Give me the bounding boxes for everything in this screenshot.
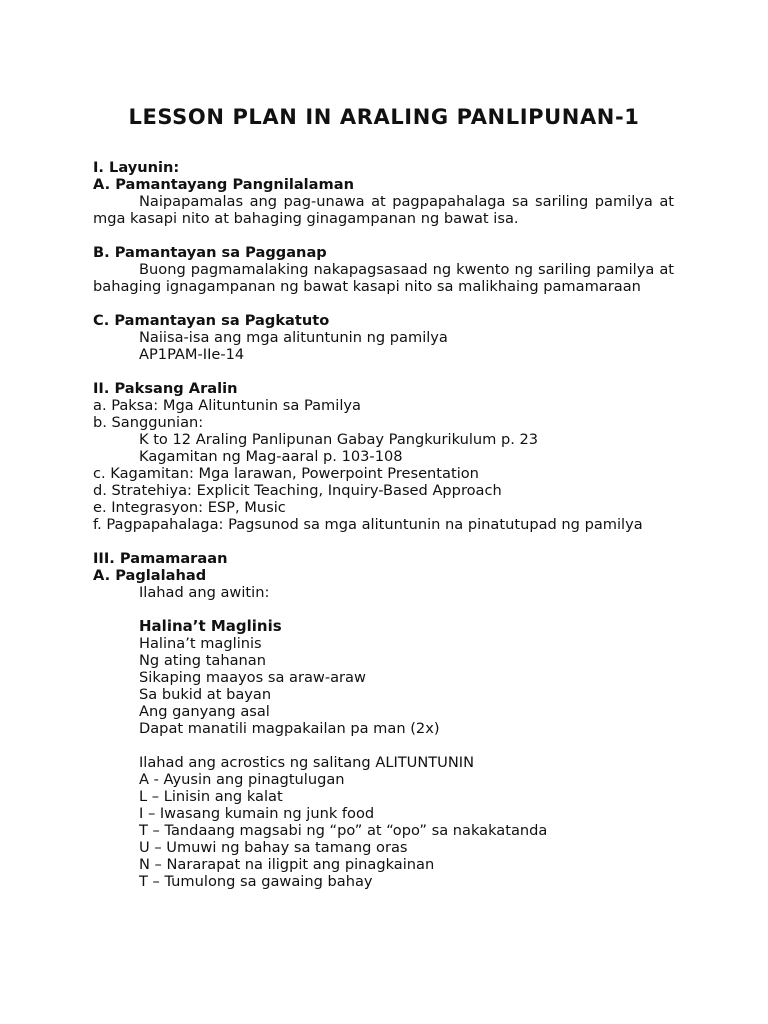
acrostic-item: L – Linisin ang kalat bbox=[139, 788, 283, 805]
acrostic-item: A - Ayusin ang pinagtulugan bbox=[139, 771, 345, 788]
sanggunian-ref-2: Kagamitan ng Mag-aaral p. 103-108 bbox=[139, 448, 403, 465]
acrostic-intro: Ilahad ang acrostics ng salitang ALITUNTUNIN bbox=[139, 754, 475, 771]
acrostic-item: T – Tandaang magsabi ng “po” at “opo” sa nakakatanda bbox=[139, 822, 548, 839]
song-line: Dapat manatili magpakailan pa man (2x) bbox=[139, 720, 440, 737]
subheading-pamantayan-sa-pagkatuto: C. Pamantayan sa Pagkatuto bbox=[93, 312, 330, 329]
document-title: LESSON PLAN IN ARALING PANLIPUNAN-1 bbox=[128, 105, 640, 129]
section-heading-layunin: I. Layunin: bbox=[93, 159, 180, 176]
pagkatuto-code: AP1PAM-IIe-14 bbox=[139, 346, 245, 363]
song-intro: Ilahad ang awitin: bbox=[139, 584, 270, 601]
integrasyon-line: e. Integrasyon: ESP, Music bbox=[93, 499, 286, 516]
stratehiya-line: d. Stratehiya: Explicit Teaching, Inquiry-Based Approach bbox=[93, 482, 502, 499]
sanggunian-ref-1: K to 12 Araling Panlipunan Gabay Pangkurikulum p. 23 bbox=[139, 431, 539, 448]
acrostic-item: I – Iwasang kumain ng junk food bbox=[139, 805, 375, 822]
pagpapahalaga-line: f. Pagpapahalaga: Pagsunod sa mga alituntunin na pinatutupad ng pamilya bbox=[93, 516, 643, 533]
document-body bbox=[93, 159, 674, 890]
paragraph-pagganap-text: Buong pagmamalaking nakapagsasaad ng kwento ng sariling pamilya at bahaging ignagampanan ng bawat kasapi nito sa malikhaing pamamaraan bbox=[93, 261, 674, 295]
paragraph-pangnilalaman-text: Naipapamalas ang pag-unawa at pagpapahalaga sa sariling pamilya at mga kasapi nito at bahaging ginagampanan ng bawat isa. bbox=[93, 193, 674, 227]
paragraph-pangnilalaman bbox=[93, 193, 674, 227]
subheading-pamantayang-pangnilalaman: A. Pamantayang Pangnilalaman bbox=[93, 176, 354, 193]
song-line: Ng ating tahanan bbox=[139, 652, 266, 669]
acrostic-item: N – Nararapat na iligpit ang pinagkainan bbox=[139, 856, 435, 873]
acrostic-item: T – Tumulong sa gawaing bahay bbox=[139, 873, 373, 890]
pagkatuto-line: Naiisa-isa ang mga alituntunin ng pamilya bbox=[139, 329, 448, 346]
song-title: Halina’t Maglinis bbox=[139, 617, 282, 635]
subheading-pamantayan-sa-pagganap: B. Pamantayan sa Pagganap bbox=[93, 244, 327, 261]
song-line: Ang ganyang asal bbox=[139, 703, 270, 720]
paragraph-pagganap bbox=[93, 261, 674, 295]
section-heading-paksang-aralin: II. Paksang Aralin bbox=[93, 380, 238, 397]
acrostic-item: U – Umuwi ng bahay sa tamang oras bbox=[139, 839, 408, 856]
song-line: Sa bukid at bayan bbox=[139, 686, 272, 703]
subheading-paglalahad: A. Paglalahad bbox=[93, 567, 207, 584]
paksa-line: a. Paksa: Mga Alituntunin sa Pamilya bbox=[93, 397, 361, 414]
song-line: Halina’t maglinis bbox=[139, 635, 262, 652]
section-heading-pamamaraan: III. Pamamaraan bbox=[93, 550, 228, 567]
kagamitan-line: c. Kagamitan: Mga larawan, Powerpoint Presentation bbox=[93, 465, 479, 482]
sanggunian-line: b. Sanggunian: bbox=[93, 414, 204, 431]
song-line: Sikaping maayos sa araw-araw bbox=[139, 669, 366, 686]
